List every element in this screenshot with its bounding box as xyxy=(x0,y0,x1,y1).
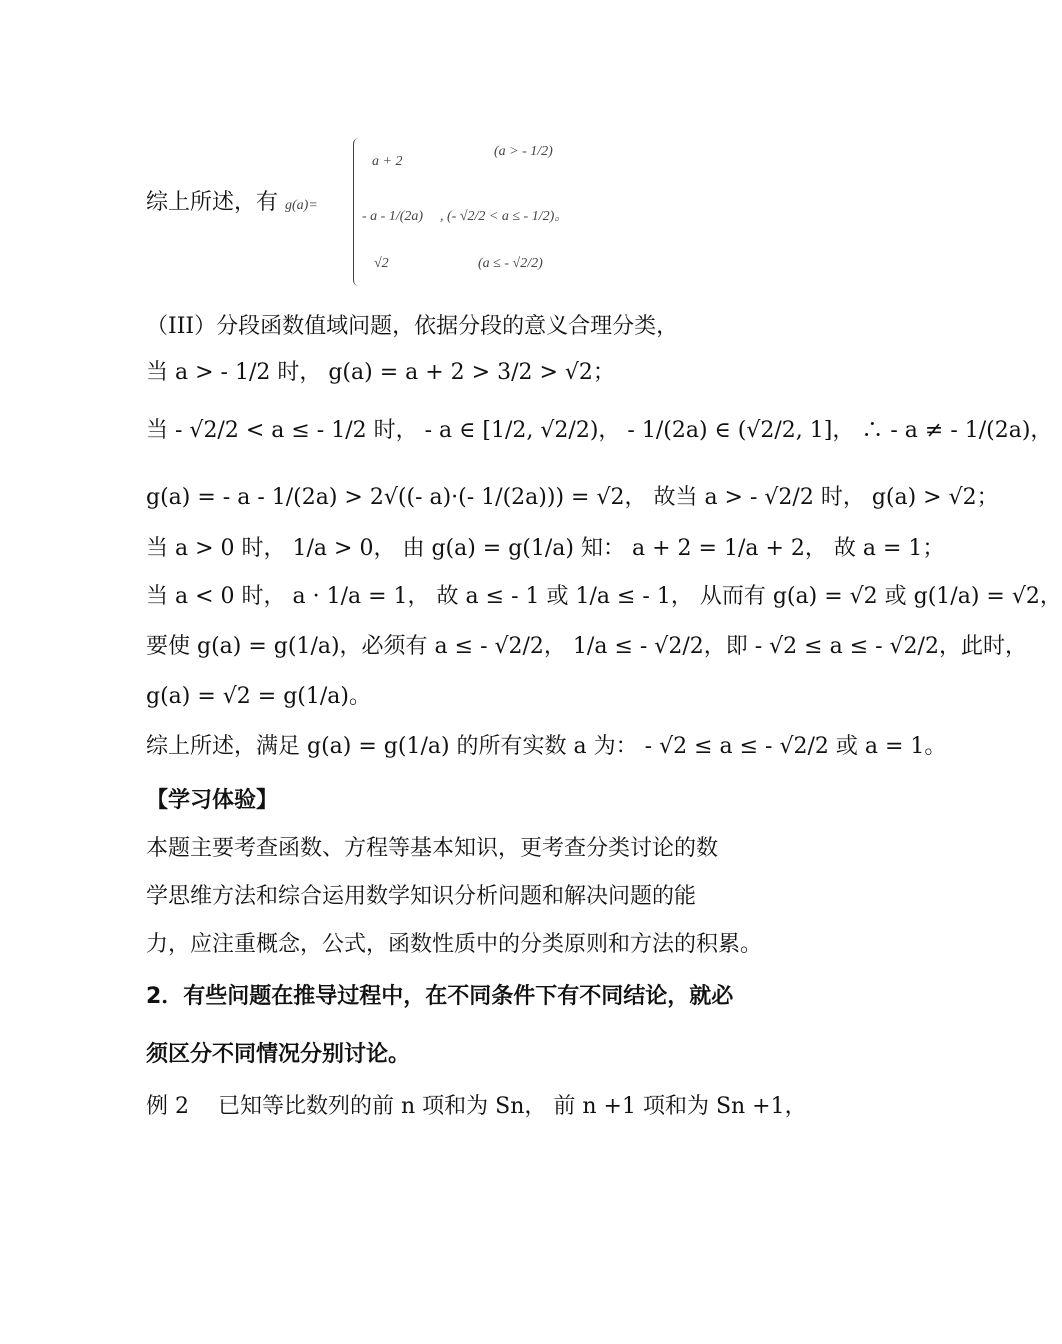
experience-paragraph-line-3: 力，应注重概念，公式，函数性质中的分类原则和方法的积累。 xyxy=(146,932,763,957)
experience-paragraph-line-2: 学思维方法和综合运用数学知识分析问题和解决问题的能 xyxy=(146,884,697,909)
derivation-line-2: 当 - √2/2 < a ≤ - 1/2 时， - a ∈ [1/2, √2/2)， - 1/(2a) ∈ (√2/2, 1]， ∴ - a ≠ - 1/(2a)， xyxy=(146,418,1053,443)
part3-heading: （III）分段函数值域问题，依据分段的意义合理分类， xyxy=(146,314,679,339)
experience-heading: 【学习体验】 xyxy=(146,788,279,813)
experience-paragraph-line-1: 本题主要考查函数、方程等基本知识，更考查分类讨论的数 xyxy=(146,836,719,861)
summary-line xyxy=(146,192,318,214)
section2-line-2: 须区分不同情况分别讨论。 xyxy=(146,1042,411,1067)
derivation-line-4: 当 a > 0 时， 1/a > 0， 由 g(a) = g(1/a) 知： a + 2 = 1/a + 2， 故 a = 1； xyxy=(146,536,945,561)
derivation-line-7: g(a) = √2 = g(1/a)。 xyxy=(146,684,371,709)
case3 xyxy=(374,252,389,272)
derivation-line-1: 当 a > - 1/2 时， g(a) = a + 2 > 3/2 > √2； xyxy=(146,360,615,385)
derivation-line-5: 当 a < 0 时， a · 1/a = 1， 故 a ≤ - 1 或 1/a ≤ - 1， 从而有 g(a) = √2 或 g(1/a) = √2， xyxy=(146,584,1062,609)
case3-condition: (a ≤ - √2/2) xyxy=(478,256,543,271)
derivation-line-3: g(a) = - a - 1/(2a) > 2√((- a)·(- 1/(2a))) = √2， 故当 a > - √2/2 时， g(a) > √2； xyxy=(146,485,999,510)
derivation-line-6: 要使 g(a) = g(1/a)，必须有 a ≤ - √2/2， 1/a ≤ - √2/2，即 - √2 ≤ a ≤ - √2/2，此时， xyxy=(146,634,1027,659)
case1 xyxy=(372,150,402,170)
piecewise-brace xyxy=(353,138,362,286)
case2 xyxy=(362,205,423,225)
case1-expr: a + 2 xyxy=(372,154,403,169)
case3-expr: √2 xyxy=(374,256,389,271)
section2-line-1: 2．有些问题在推导过程中，在不同条件下有不同结论，就必 xyxy=(146,984,734,1009)
summary-lhs: g(a)= xyxy=(285,198,318,213)
case1-condition: (a > - 1/2) xyxy=(494,144,553,159)
summary-prefix: 综上所述，有 xyxy=(146,190,279,215)
example2-line: 例 2 已知等比数列的前 n 项和为 Sn， 前 n +1 项和为 Sn +1， xyxy=(146,1094,807,1119)
derivation-line-8: 综上所述，满足 g(a) = g(1/a) 的所有实数 a 为： - √2 ≤ a ≤ - √2/2 或 a = 1。 xyxy=(146,734,947,759)
case2-condition: , (- √2/2 < a ≤ - 1/2)。 xyxy=(440,209,569,224)
case2-expr: - a - 1/(2a) xyxy=(362,209,424,224)
